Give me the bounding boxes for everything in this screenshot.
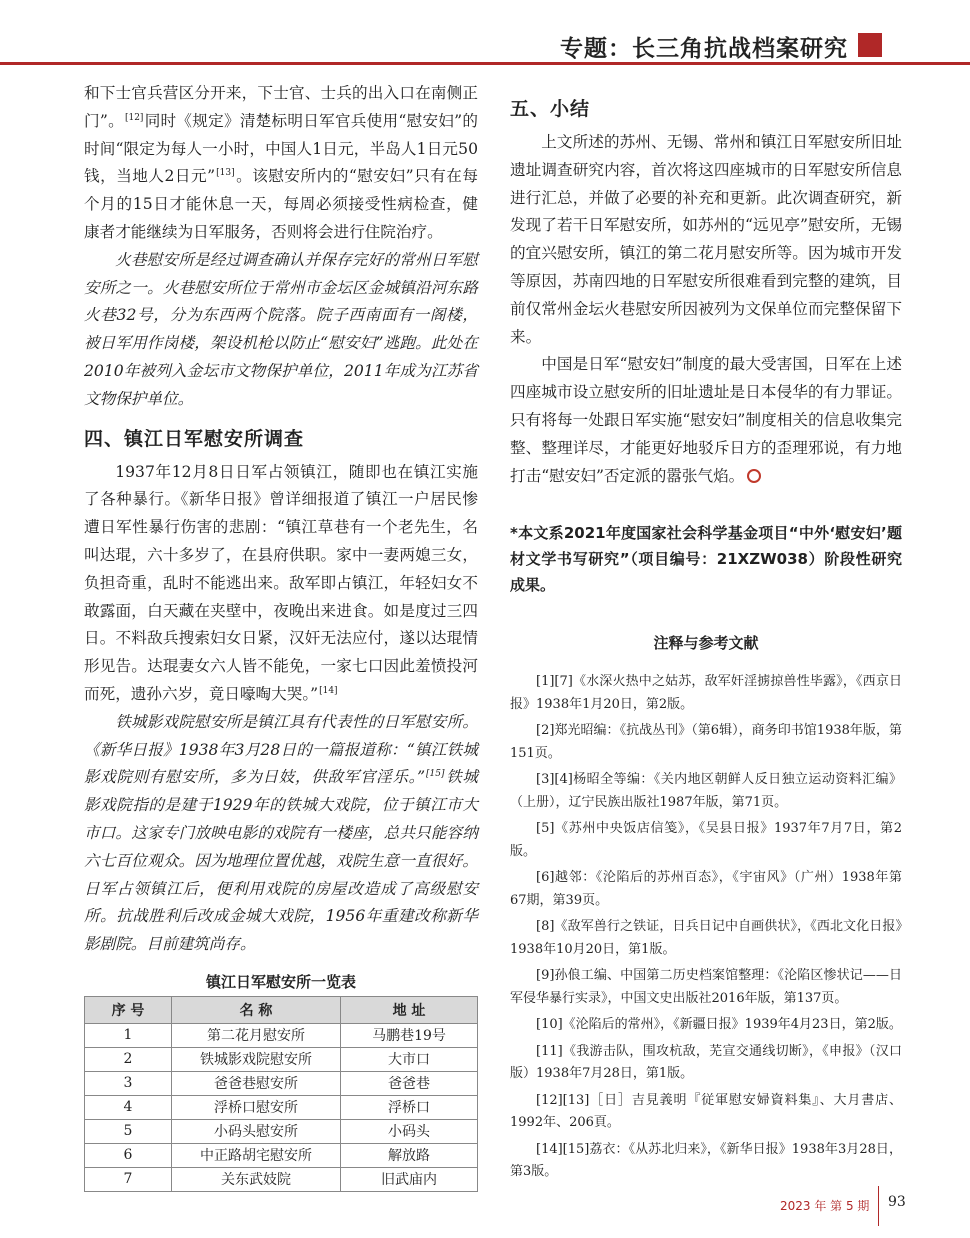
table-cell: 2 — [85, 1047, 172, 1071]
footer-divider — [878, 1186, 879, 1226]
references-title: 注释与参考文献 — [653, 634, 759, 653]
table-row — [85, 1143, 478, 1167]
table-cell: 7 — [85, 1167, 172, 1191]
table-row — [85, 1167, 478, 1191]
table-row — [85, 1023, 478, 1047]
page-number: 93 — [888, 1194, 906, 1210]
end-mark-icon — [747, 469, 761, 483]
citation-mark: [13] — [216, 168, 235, 179]
reference-item: [8]《敌军兽行之铁证，日兵日记中自画供状》，《西北文化日报》1938年10月20日，第1版。 — [510, 919, 902, 957]
table-title: 镇江日军慰安所一览表 — [205, 972, 356, 991]
table-cell: 浮桥口慰安所 — [172, 1095, 341, 1119]
paragraph-text: 。该慰安所内的“慰安妇”只有在每个月的15日才能休息一天，每周必须接受性病检查，健康者才能继续为日军服务，否则将会进行住院治疗。 — [84, 167, 478, 241]
citation-mark: [14] — [319, 685, 338, 696]
citation-mark: [12] — [124, 112, 144, 123]
table-cell: 浮桥口 — [341, 1095, 478, 1119]
comfort-station-table — [84, 996, 478, 1192]
reference-item: [3][4]杨昭全等编：《关内地区朝鲜人反日独立运动资料汇编》（上册），辽宁民族出版社1987年版，第71页。 — [510, 772, 902, 810]
section-heading: 四、镇江日军慰安所调查 — [84, 427, 305, 450]
table-header-cell: 序 号 — [85, 996, 172, 1023]
paragraph-text: 和下士官兵营区分开来，下士官、士兵的出入口在南侧正门”。 — [84, 84, 478, 130]
table-cell: 关东武妓院 — [172, 1167, 341, 1191]
table-cell: 解放路 — [341, 1143, 478, 1167]
table-cell: 1 — [85, 1023, 172, 1047]
reference-item: [9]孙俍工编、中国第二历史档案馆整理：《沦陷区惨状记——日军侵华暴行实录》，中国文史出版社2016年版，第137页。 — [510, 968, 902, 1006]
paragraph: 上文所述的苏州、无锡、常州和镇江日军慰安所旧址遗址调查研究内容，首次将这四座城市的日军慰安所信息进行汇总，并做了必要的补充和更新。此次调查研究，新发现了若干日军慰安所，如苏州的“远见亭”慰安所，无锡的宜兴慰安所，镇江的第二花月慰安所等。因为城市开发等原因，苏南四地的日军慰安所很难看到完整的建筑，目前仅常州金坛火巷慰安所因被列为文保单位而完整保留下来。 — [510, 133, 902, 346]
reference-item: [2]郑光昭编：《抗战丛刊》（第6辑），商务印书馆1938年版，第151页。 — [510, 723, 902, 761]
reference-list — [510, 671, 902, 1184]
table-header-row — [85, 996, 478, 1023]
paragraph-text: 铁城影戏院指的是建于1929年的铁城大戏院，位于镇江市大市口。这家专门放映电影的戏院有一楼座，总共只能容纳六七百位观众。因为地理位置优越，戏院生意一直很好。日军占领镇江后，便利用戏院的房屋改造成了高级慰安所。抗战胜利后改成金城大戏院，1956年重建改称新华影剧院。目前建筑尚存。 — [84, 768, 478, 954]
paragraph — [84, 80, 478, 247]
paragraph — [84, 709, 478, 959]
table-cell: 大市口 — [341, 1047, 478, 1071]
issue-label: 2023 年 第 5 期 — [780, 1199, 870, 1213]
reference-item: [5]《苏州中央饭店信笺》，《吴县日报》1937年7月7日，第2版。 — [510, 821, 902, 859]
column-title: 专题：长三角抗战档案研究 — [560, 36, 848, 62]
paragraph — [84, 459, 478, 709]
paragraph-text: 同时《规定》清楚标明日军官兵使用“慰安妇”的时间“限定为每人一小时，中国人1日元，半岛人1日元50钱，当地人2日元” — [84, 111, 478, 186]
left-column — [84, 80, 478, 1192]
table-cell: 铁城影戏院慰安所 — [172, 1047, 341, 1071]
paragraph-text: 1937年12月8日日军占领镇江，随即也在镇江实施了各种暴行。《新华日报》曾详细报道了镇江一户居民惨遭日军性暴行伤害的悲剧：“镇江草巷有一个老先生，名叫达琨，六十多岁了，在县府供职。家中一妻两媳三女，负担奇重，乱时不能逃出来。敌军即占镇江，年轻妇女不敢露面，白天藏在夹壁中，夜晚出来进食。如是度过三四日。不料敌兵搜索妇女日紧，汉奸无法应付，遂以达琨情形见告。达琨妻女六人皆不能免，一家七口因此羞愤投河而死，遗孙六岁，竟日嚎啕大哭。” — [84, 462, 478, 703]
table-cell: 旧武庙内 — [341, 1167, 478, 1191]
reference-item: [14][15]荔衣：《从苏北归来》，《新华日报》1938年3月28日，第3版。 — [510, 1141, 902, 1180]
table-cell: 小码头 — [341, 1119, 478, 1143]
table-cell: 4 — [85, 1095, 172, 1119]
table-cell: 爸爸巷 — [341, 1071, 478, 1095]
table-cell: 第二花月慰安所 — [172, 1023, 341, 1047]
reference-item: [11]《我游击队，围攻杭敌，芜宣交通线切断》，《申报》（汉口版）1938年7月28日，第1版。 — [510, 1043, 902, 1082]
header-rule — [0, 62, 970, 65]
reference-item: [1][7]《水深火热中之姑苏，敌军奸淫掳掠兽性毕露》，《西京日报》1938年1月20日，第2版。 — [510, 674, 902, 712]
citation-mark: [15] — [426, 769, 445, 780]
table-row — [85, 1095, 478, 1119]
table-cell: 马鹏巷19号 — [341, 1023, 478, 1047]
paragraph-text: 铁城影戏院慰安所是镇江具有代表性的日军慰安所。《新华日报》1938年3月28日的一篇报道称：“镇江铁城影戏院则有慰安所，多为日妓，供敌军官淫乐。” — [84, 712, 478, 787]
reference-item: [12][13]［日］吉見義明『従軍慰安婦資料集』、大月書店、1992年、206頁。 — [510, 1092, 902, 1131]
table-cell: 爸爸巷慰安所 — [172, 1071, 341, 1095]
funding-note: *本文系2021年度国家社会科学基金项目“中外‘慰安妇’题材文学书写研究”（项目编号：21XZW038）阶段性研究成果。 — [510, 524, 902, 595]
paragraph — [510, 351, 902, 490]
table-cell: 6 — [85, 1143, 172, 1167]
table-row — [85, 1047, 478, 1071]
table-cell: 小码头慰安所 — [172, 1119, 341, 1143]
reference-item: [6]越邻：《沦陷后的苏州百态》，《宇宙风》（广州）1938年第67期，第39页。 — [510, 870, 902, 908]
reference-item: [10]《沦陷后的常州》，《新疆日报》1939年4月23日，第2版。 — [536, 1017, 902, 1033]
table-header-cell: 地 址 — [341, 996, 478, 1023]
table-cell: 3 — [85, 1071, 172, 1095]
table-row — [85, 1071, 478, 1095]
table-cell: 5 — [85, 1119, 172, 1143]
paragraph-text: 中国是日军“慰安妇”制度的最大受害国，日军在上述四座城市设立慰安所的旧址遗址是日本侵华的有力罪证。只有将每一处跟日军实施“慰安妇”制度相关的信息收集完整、整理详尽，才能更好地驳斥日方的歪理邪说，有力地打击“慰安妇”否定派的嚣张气焰。 — [510, 355, 902, 485]
table-row — [85, 1119, 478, 1143]
right-column — [510, 80, 902, 1188]
header-square-mark — [858, 33, 882, 57]
table-header-cell: 名 称 — [172, 996, 341, 1023]
paragraph: 火巷慰安所是经过调查确认并保存完好的常州日军慰安所之一。火巷慰安所位于常州市金坛区金城镇沿河东路火巷32号，分为东西两个院落。院子西南面有一阁楼，被日军用作岗楼，架设机枪以防止“慰安妇”逃跑。此处在2010年被列入金坛市文物保护单位，2011年成为江苏省文物保护单位。 — [84, 250, 478, 408]
table-cell: 中正路胡宅慰安所 — [172, 1143, 341, 1167]
section-heading: 五、小结 — [510, 98, 591, 120]
